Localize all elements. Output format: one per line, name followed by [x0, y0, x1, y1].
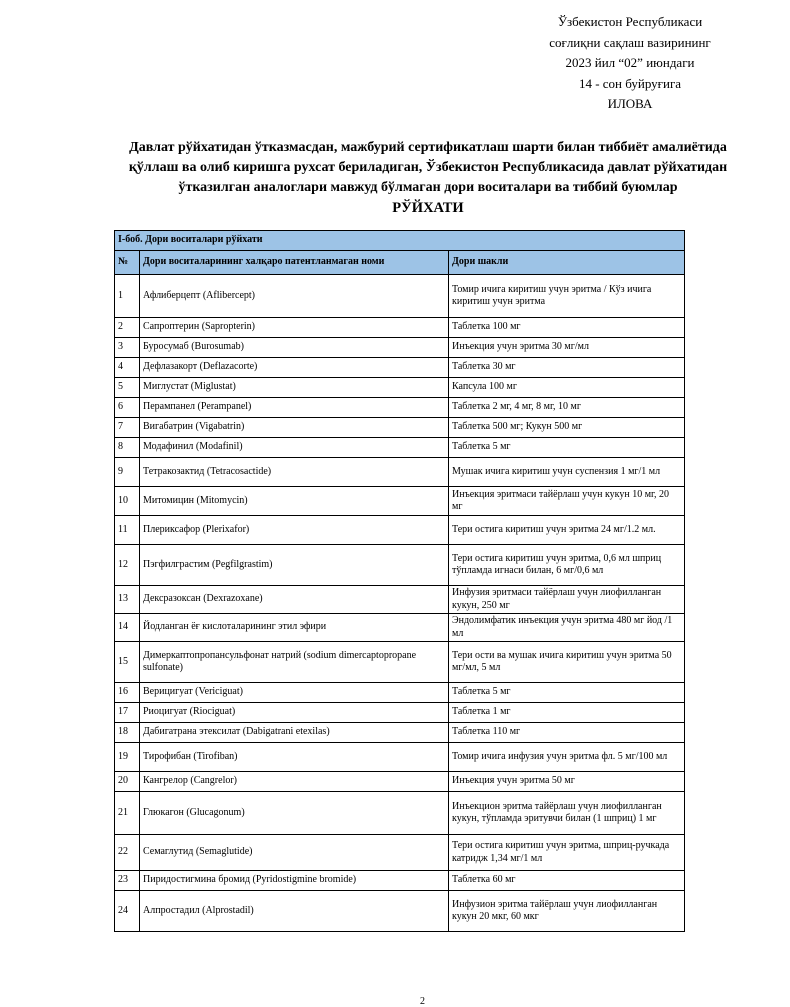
table-row — [115, 378, 685, 398]
table-row — [115, 891, 685, 932]
table-row — [115, 642, 685, 683]
row-number: 4 — [115, 358, 140, 378]
row-name: Пиридостигмина бромид (Pyridostigmine bromide) — [140, 871, 449, 891]
table-row — [115, 275, 685, 318]
table-row — [115, 358, 685, 378]
table-row — [115, 545, 685, 586]
row-name: Дабигатрана этексилат (Dabigatrani etexilas) — [140, 723, 449, 743]
table-row — [115, 338, 685, 358]
row-number: 14 — [115, 614, 140, 642]
table-row — [115, 871, 685, 891]
row-form: Таблетка 110 мг — [449, 723, 685, 743]
row-number: 18 — [115, 723, 140, 743]
column-header-row — [115, 251, 685, 275]
row-name: Афлиберцепт (Aflibercept) — [140, 275, 449, 318]
row-number: 13 — [115, 586, 140, 614]
row-form: Таблетка 60 мг — [449, 871, 685, 891]
row-number: 15 — [115, 642, 140, 683]
row-name: Вигабатрин (Vigabatrin) — [140, 418, 449, 438]
row-number: 16 — [115, 683, 140, 703]
table-row — [115, 438, 685, 458]
row-number: 21 — [115, 792, 140, 835]
chapter-title: I-боб. Дори воситалари рўйхати — [115, 231, 685, 251]
row-form: Тери остига киритиш учун эритма 24 мг/1.2 мл. — [449, 516, 685, 545]
row-number: 24 — [115, 891, 140, 932]
row-number: 8 — [115, 438, 140, 458]
row-form: Таблетка 1 мг — [449, 703, 685, 723]
table-row — [115, 586, 685, 614]
row-name: Алпростадил (Alprostadil) — [140, 891, 449, 932]
row-form: Инфузия эритмаси тайёрлаш учун лиофилланган кукун, 250 мг — [449, 586, 685, 614]
row-number: 17 — [115, 703, 140, 723]
title-line-3: ўтказилган аналоглари мавжуд бўлмаган дори воситалари ва тиббий буюмлар — [178, 180, 678, 195]
row-form: Таблетка 2 мг, 4 мг, 8 мг, 10 мг — [449, 398, 685, 418]
row-name: Риоцигуат (Riociguat) — [140, 703, 449, 723]
row-name: Дефлазакорт (Deflazacorte) — [140, 358, 449, 378]
column-header-form: Дори шакли — [449, 251, 685, 275]
row-name: Димеркаптопропансульфонат натрий (sodium dimercaptopropane sulfonate) — [140, 642, 449, 683]
row-name: Пэгфилграстим (Pegfilgrastim) — [140, 545, 449, 586]
row-form: Томир ичига киритиш учун эритма / Кўз ичига киритиш учун эритма — [449, 275, 685, 318]
column-header-number: № — [115, 251, 140, 275]
row-form: Таблетка 5 мг — [449, 438, 685, 458]
row-form: Таблетка 500 мг; Кукун 500 мг — [449, 418, 685, 438]
row-number: 1 — [115, 275, 140, 318]
row-form: Таблетка 5 мг — [449, 683, 685, 703]
row-form: Инъекция эритмаси тайёрлаш учун кукун 10 мг, 20 мг — [449, 487, 685, 516]
row-name: Митомицин (Mitomycin) — [140, 487, 449, 516]
row-name: Верицигуат (Vericiguat) — [140, 683, 449, 703]
row-number: 22 — [115, 835, 140, 871]
title-line-1: Давлат рўйхатидан ўтказмасдан, мажбурий сертификатлаш шарти билан тиббиёт амалиётида — [129, 140, 727, 155]
medicines-table — [114, 230, 685, 932]
row-number: 10 — [115, 487, 140, 516]
row-number: 12 — [115, 545, 140, 586]
row-name: Перампанел (Perampanel) — [140, 398, 449, 418]
row-form: Тери ости ва мушак ичига киритиш учун эритма 50 мг/мл, 5 мл — [449, 642, 685, 683]
table-row — [115, 487, 685, 516]
row-form: Инфузион эритма тайёрлаш учун лиофилланган кукун 20 мкг, 60 мкг — [449, 891, 685, 932]
row-number: 11 — [115, 516, 140, 545]
row-name: Кангрелор (Cangrelor) — [140, 772, 449, 792]
row-form: Томир ичига инфузия учун эритма фл. 5 мг/100 мл — [449, 743, 685, 772]
row-form: Капсула 100 мг — [449, 378, 685, 398]
row-form: Тери остига киритиш учун эритма, 0,6 мл шприц тўпламда игнаси билан, 6 мг/0,6 мл — [449, 545, 685, 586]
row-name: Дексразоксан (Dexrazoxane) — [140, 586, 449, 614]
row-number: 20 — [115, 772, 140, 792]
row-number: 19 — [115, 743, 140, 772]
header-line-2: соғлиқни сақлаш вазирининг — [549, 34, 711, 50]
row-number: 5 — [115, 378, 140, 398]
row-name: Глюкагон (Glucagonum) — [140, 792, 449, 835]
decree-header — [500, 12, 760, 115]
row-name: Плериксафор (Plerixafor) — [140, 516, 449, 545]
row-form: Инъекцион эритма тайёрлаш учун лиофилланган кукун, тўпламда эритувчи билан (1 шприц) 1 мг — [449, 792, 685, 835]
header-line-1: Ўзбекистон Республикаси — [557, 14, 703, 29]
row-form: Эндолимфатик инъекция учун эритма 480 мг йод /1 мл — [449, 614, 685, 642]
table-row — [115, 458, 685, 487]
row-number: 2 — [115, 318, 140, 338]
row-name: Модафинил (Modafinil) — [140, 438, 449, 458]
document-title — [100, 138, 756, 218]
row-number: 6 — [115, 398, 140, 418]
row-name: Буросумаб (Burosumab) — [140, 338, 449, 358]
table-row — [115, 418, 685, 438]
row-number: 7 — [115, 418, 140, 438]
chapter-row — [115, 231, 685, 251]
row-name: Тетракозактид (Tetracosactide) — [140, 458, 449, 487]
row-form: Таблетка 30 мг — [449, 358, 685, 378]
row-name: Йодланган ёғ кислоталарининг этил эфири — [140, 614, 449, 642]
row-number: 23 — [115, 871, 140, 891]
table-row — [115, 772, 685, 792]
row-form: Мушак ичига киритиш учун суспензия 1 мг/1 мл — [449, 458, 685, 487]
row-number: 9 — [115, 458, 140, 487]
row-form: Инъекция учун эритма 30 мг/мл — [449, 338, 685, 358]
row-form: Таблетка 100 мг — [449, 318, 685, 338]
column-header-name: Дори воситаларининг халқаро патентланмаган номи — [140, 251, 449, 275]
title-line-4: РЎЙХАТИ — [392, 200, 464, 216]
row-number: 3 — [115, 338, 140, 358]
row-name: Тирофибан (Tirofiban) — [140, 743, 449, 772]
table-row — [115, 398, 685, 418]
row-name: Сапроптерин (Sapropterin) — [140, 318, 449, 338]
table-row — [115, 723, 685, 743]
header-line-3: 2023 йил “02” июндаги — [565, 55, 695, 70]
title-line-2: қўллаш ва олиб киришга рухсат бериладиган, Ўзбекистон Республикасида давлат рўйхатидан — [128, 160, 728, 175]
table-row — [115, 318, 685, 338]
page-number: 2 — [420, 996, 425, 1007]
row-form: Инъекция учун эритма 50 мг — [449, 772, 685, 792]
table-row — [115, 683, 685, 703]
row-form: Тери остига киритиш учун эритма, шприц-ручкада катридж 1,34 мг/1 мл — [449, 835, 685, 871]
table-row — [115, 614, 685, 642]
table-row — [115, 743, 685, 772]
table-row — [115, 835, 685, 871]
header-line-5: ИЛОВА — [607, 96, 653, 111]
table-row — [115, 516, 685, 545]
table-row — [115, 703, 685, 723]
table-row — [115, 792, 685, 835]
row-name: Миглустат (Miglustat) — [140, 378, 449, 398]
row-name: Семаглутид (Semaglutide) — [140, 835, 449, 871]
header-line-4: 14 - сон буйруғига — [578, 75, 682, 91]
